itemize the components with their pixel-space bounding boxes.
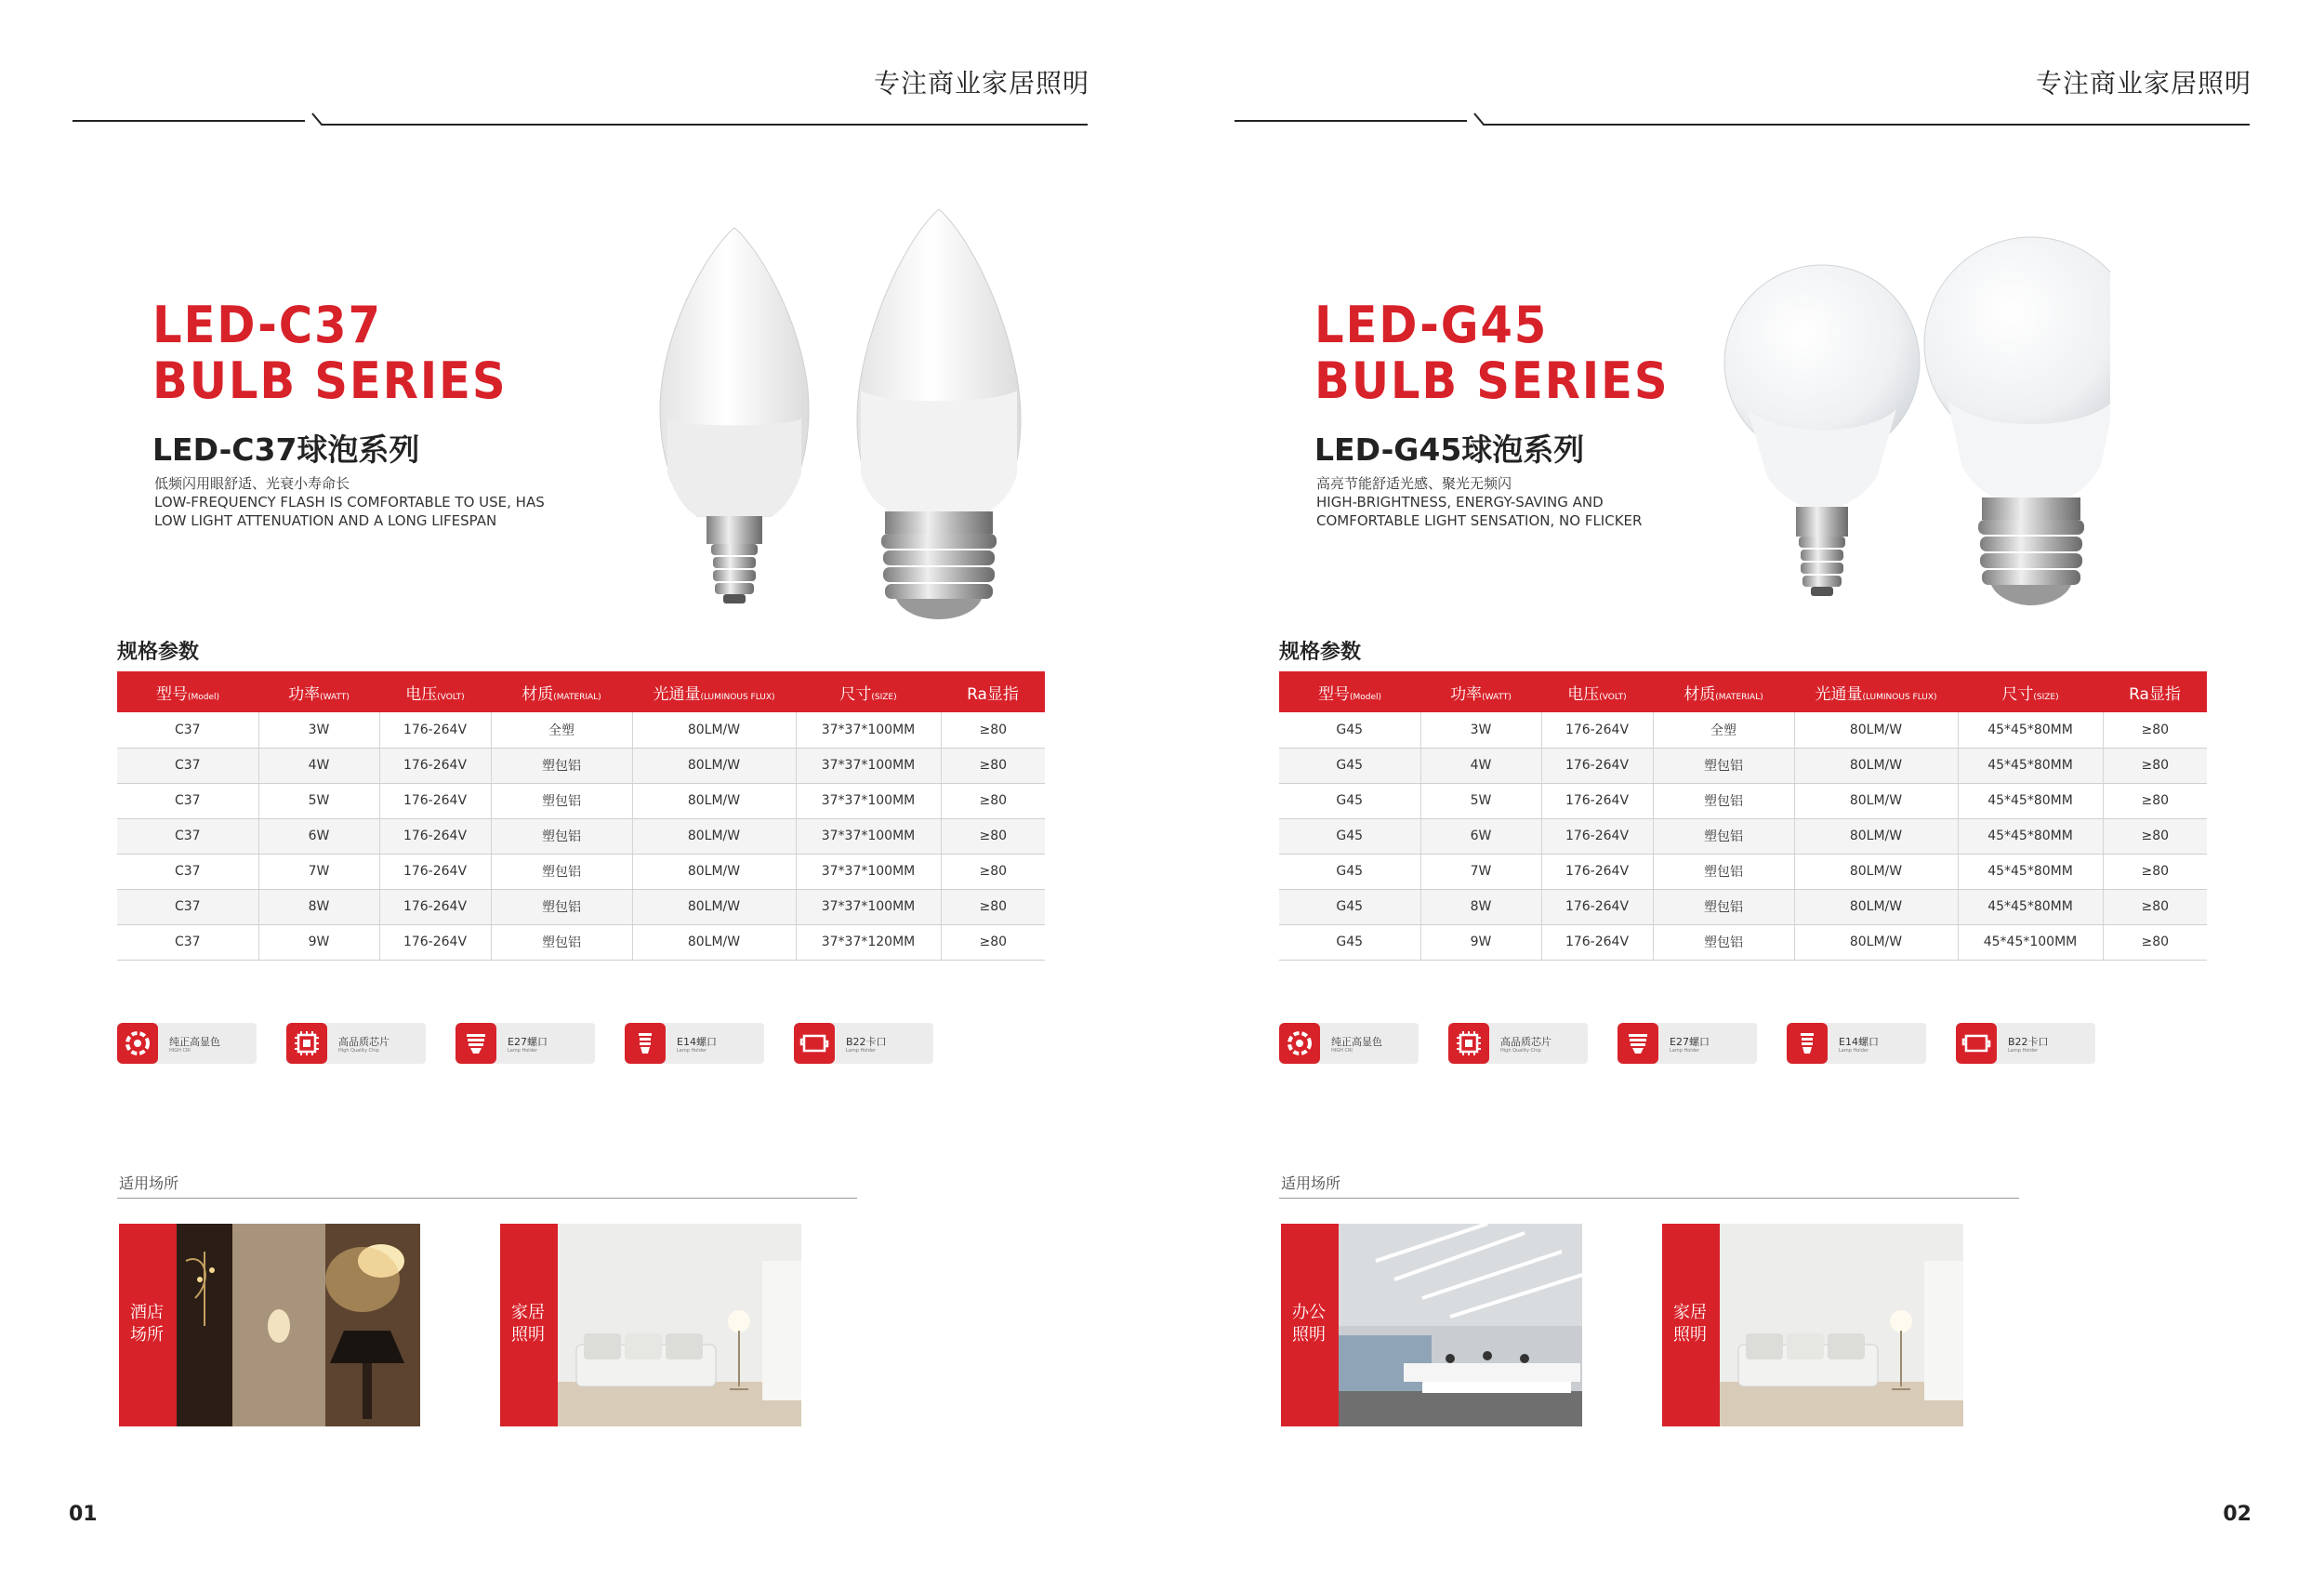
table-cell: 8W xyxy=(258,889,379,924)
table-cell: 8W xyxy=(1420,889,1541,924)
e27-base-icon xyxy=(456,1023,496,1064)
table-cell: 塑包铝 xyxy=(491,783,632,818)
table-cell: 9W xyxy=(1420,924,1541,960)
scene-office xyxy=(1281,1224,1582,1426)
col-header-ra: Ra显指 xyxy=(2103,671,2207,712)
series-subtitle: LED-C37球泡系列 xyxy=(152,431,420,468)
table-cell: 80LM/W xyxy=(632,889,796,924)
table-cell: G45 xyxy=(1279,924,1420,960)
table-row xyxy=(117,854,1045,889)
table-cell: 176-264V xyxy=(379,889,491,924)
office-interior-photo xyxy=(1339,1224,1582,1426)
feature-high-cri: 纯正高显色 HIGH CRI xyxy=(1279,1023,1419,1064)
table-cell: ≥80 xyxy=(2103,924,2207,960)
table-cell: 80LM/W xyxy=(1794,818,1958,854)
table-cell: ≥80 xyxy=(2103,854,2207,889)
description-line: LOW LIGHT ATTENUATION AND A LONG LIFESPAN xyxy=(154,512,497,529)
spec-table-header-row xyxy=(1279,671,2207,712)
table-cell: 6W xyxy=(258,818,379,854)
table-cell: 80LM/W xyxy=(1794,748,1958,783)
table-cell: 全塑 xyxy=(491,712,632,748)
table-cell: 5W xyxy=(258,783,379,818)
description-line: 低频闪用眼舒适、光衰小寿命长 xyxy=(154,475,350,492)
table-cell: G45 xyxy=(1279,712,1420,748)
col-header-ra: Ra显指 xyxy=(941,671,1045,712)
spec-heading: 规格参数 xyxy=(117,641,200,664)
b22-bayonet-icon xyxy=(1956,1023,1997,1064)
header-rule xyxy=(73,112,1088,130)
table-cell: 37*37*100MM xyxy=(796,783,941,818)
col-header-watt: 功率(WATT) xyxy=(258,671,379,712)
application-heading: 适用场所 xyxy=(119,1174,179,1192)
table-cell: C37 xyxy=(117,889,258,924)
table-cell: ≥80 xyxy=(2103,818,2207,854)
table-cell: G45 xyxy=(1279,889,1420,924)
scene-home xyxy=(1662,1224,1963,1426)
table-cell: 176-264V xyxy=(1541,748,1653,783)
feature-quality-chip: 高品质芯片 High Quality Chip xyxy=(1448,1023,1588,1064)
table-cell: 45*45*80MM xyxy=(1958,818,2103,854)
table-cell: 176-264V xyxy=(1541,889,1653,924)
scene-label: 办公 xyxy=(1292,1303,1326,1322)
table-cell: 7W xyxy=(258,854,379,889)
table-cell: C37 xyxy=(117,748,258,783)
table-cell: ≥80 xyxy=(941,854,1045,889)
table-cell: 176-264V xyxy=(379,748,491,783)
table-row xyxy=(117,712,1045,748)
table-row xyxy=(1279,748,2207,783)
table-cell: ≥80 xyxy=(941,889,1045,924)
table-cell: 176-264V xyxy=(1541,783,1653,818)
col-header-size: 尺寸(SIZE) xyxy=(796,671,941,712)
table-cell: 80LM/W xyxy=(1794,712,1958,748)
col-header-luminous-flux: 光通量(LUMINOUS FLUX) xyxy=(632,671,796,712)
series-subtitle: LED-G45球泡系列 xyxy=(1314,431,1585,468)
catalog-page-g45 xyxy=(1162,0,2324,1578)
table-cell: 80LM/W xyxy=(632,924,796,960)
chip-icon xyxy=(1448,1023,1489,1064)
table-cell: 塑包铝 xyxy=(491,889,632,924)
table-row xyxy=(1279,783,2207,818)
spec-table xyxy=(117,671,1045,961)
spec-table-header-row xyxy=(117,671,1045,712)
feature-e14: E14螺口 Lamp Holder xyxy=(625,1023,764,1064)
page-number: 01 xyxy=(69,1503,98,1526)
table-row xyxy=(1279,924,2207,960)
e27-base-icon xyxy=(1618,1023,1658,1064)
feature-quality-chip: 高品质芯片 High Quality Chip xyxy=(286,1023,426,1064)
table-cell: 全塑 xyxy=(1653,712,1794,748)
table-cell: 37*37*100MM xyxy=(796,712,941,748)
table-cell: ≥80 xyxy=(2103,783,2207,818)
feature-high-cri: 纯正高显色 HIGH CRI xyxy=(117,1023,257,1064)
table-row xyxy=(117,818,1045,854)
table-row xyxy=(117,924,1045,960)
scene-label: 酒店 xyxy=(130,1303,164,1322)
feature-b22: B22卡口 Lamp Holder xyxy=(794,1023,933,1064)
col-header-model: 型号(Model) xyxy=(117,671,258,712)
table-cell: 4W xyxy=(258,748,379,783)
scene-label: 家居 xyxy=(511,1303,545,1322)
table-cell: 80LM/W xyxy=(632,783,796,818)
col-header-material: 材质(MATERIAL) xyxy=(491,671,632,712)
description-line: COMFORTABLE LIGHT SENSATION, NO FLICKER xyxy=(1316,512,1643,529)
table-cell: C37 xyxy=(117,854,258,889)
table-cell: 3W xyxy=(1420,712,1541,748)
table-cell: 塑包铝 xyxy=(1653,924,1794,960)
table-cell: 6W xyxy=(1420,818,1541,854)
table-cell: 塑包铝 xyxy=(491,818,632,854)
table-cell: 80LM/W xyxy=(1794,783,1958,818)
table-cell: 80LM/W xyxy=(1794,854,1958,889)
table-cell: 37*37*100MM xyxy=(796,889,941,924)
feature-badges xyxy=(1279,1023,2116,1066)
description-line: LOW-FREQUENCY FLASH IS COMFORTABLE TO USE, HAS xyxy=(154,494,545,511)
col-header-volt: 电压(VOLT) xyxy=(1541,671,1653,712)
table-cell: 37*37*120MM xyxy=(796,924,941,960)
table-cell: 80LM/W xyxy=(632,712,796,748)
table-cell: G45 xyxy=(1279,748,1420,783)
living-room-photo xyxy=(558,1224,801,1426)
table-cell: 塑包铝 xyxy=(1653,889,1794,924)
table-row xyxy=(117,748,1045,783)
table-cell: ≥80 xyxy=(941,818,1045,854)
series-title-line1: LED-G45 xyxy=(1314,296,1549,354)
table-cell: 37*37*100MM xyxy=(796,854,941,889)
scene-hotel xyxy=(119,1224,420,1426)
table-cell: 45*45*100MM xyxy=(1958,924,2103,960)
table-cell: ≥80 xyxy=(2103,748,2207,783)
table-cell: 80LM/W xyxy=(1794,924,1958,960)
table-cell: 4W xyxy=(1420,748,1541,783)
application-heading: 适用场所 xyxy=(1281,1174,1341,1192)
table-cell: ≥80 xyxy=(941,924,1045,960)
header-tagline: 专注商业家居照明 xyxy=(873,68,1089,99)
color-wheel-icon xyxy=(117,1023,158,1064)
table-cell: 45*45*80MM xyxy=(1958,748,2103,783)
col-header-material: 材质(MATERIAL) xyxy=(1653,671,1794,712)
col-header-size: 尺寸(SIZE) xyxy=(1958,671,2103,712)
table-cell: 80LM/W xyxy=(632,748,796,783)
table-cell: C37 xyxy=(117,783,258,818)
table-cell: 45*45*80MM xyxy=(1958,889,2103,924)
c37-bulb-product-image xyxy=(641,195,1032,632)
series-description xyxy=(1316,474,1707,530)
g45-bulb-product-image xyxy=(1720,195,2110,632)
table-cell: ≥80 xyxy=(941,712,1045,748)
table-cell: 176-264V xyxy=(379,712,491,748)
table-cell: 80LM/W xyxy=(1794,889,1958,924)
table-cell: C37 xyxy=(117,712,258,748)
col-header-volt: 电压(VOLT) xyxy=(379,671,491,712)
table-row xyxy=(117,783,1045,818)
spec-heading: 规格参数 xyxy=(1279,641,1362,664)
table-cell: 9W xyxy=(258,924,379,960)
series-title-line2: BULB SERIES xyxy=(152,351,508,410)
table-cell: 176-264V xyxy=(379,783,491,818)
feature-e27: E27螺口 Lamp Holder xyxy=(456,1023,595,1064)
feature-b22: B22卡口 Lamp Holder xyxy=(1956,1023,2095,1064)
series-title-line1: LED-C37 xyxy=(152,296,382,354)
scene-label: 场所 xyxy=(130,1325,164,1345)
table-cell: 塑包铝 xyxy=(1653,748,1794,783)
header-rule xyxy=(1235,112,2250,130)
series-description xyxy=(154,474,545,530)
table-cell: ≥80 xyxy=(941,748,1045,783)
table-cell: 塑包铝 xyxy=(1653,818,1794,854)
page-number: 02 xyxy=(2223,1503,2251,1526)
table-row xyxy=(1279,712,2207,748)
table-row xyxy=(1279,889,2207,924)
series-title-line2: BULB SERIES xyxy=(1314,351,1670,410)
series-title xyxy=(152,298,507,409)
series-title xyxy=(1314,298,1669,409)
table-cell: 176-264V xyxy=(1541,854,1653,889)
table-cell: C37 xyxy=(117,924,258,960)
col-header-luminous-flux: 光通量(LUMINOUS FLUX) xyxy=(1794,671,1958,712)
application-rule xyxy=(1279,1198,2019,1199)
scene-label: 照明 xyxy=(1292,1325,1326,1345)
col-header-model: 型号(Model) xyxy=(1279,671,1420,712)
table-cell: 塑包铝 xyxy=(491,748,632,783)
scene-label: 照明 xyxy=(511,1325,545,1345)
table-cell: G45 xyxy=(1279,783,1420,818)
table-cell: 37*37*100MM xyxy=(796,818,941,854)
scene-home xyxy=(500,1224,801,1426)
feature-e14: E14螺口 Lamp Holder xyxy=(1787,1023,1926,1064)
table-cell: 176-264V xyxy=(379,854,491,889)
table-row xyxy=(117,889,1045,924)
table-cell: ≥80 xyxy=(941,783,1045,818)
hotel-interior-photo xyxy=(177,1224,420,1426)
table-cell: 塑包铝 xyxy=(491,854,632,889)
table-cell: 45*45*80MM xyxy=(1958,712,2103,748)
spec-table xyxy=(1279,671,2207,961)
table-cell: G45 xyxy=(1279,854,1420,889)
table-cell: C37 xyxy=(117,818,258,854)
living-room-photo xyxy=(1720,1224,1963,1426)
table-cell: 176-264V xyxy=(379,924,491,960)
application-rule xyxy=(117,1198,857,1199)
e14-base-icon xyxy=(625,1023,666,1064)
table-row xyxy=(1279,818,2207,854)
scene-label: 家居 xyxy=(1673,1303,1707,1322)
table-cell: 7W xyxy=(1420,854,1541,889)
description-line: HIGH-BRIGHTNESS, ENERGY-SAVING AND xyxy=(1316,494,1604,511)
table-cell: 80LM/W xyxy=(632,818,796,854)
table-cell: 37*37*100MM xyxy=(796,748,941,783)
e14-base-icon xyxy=(1787,1023,1828,1064)
table-cell: 5W xyxy=(1420,783,1541,818)
color-wheel-icon xyxy=(1279,1023,1320,1064)
table-cell: ≥80 xyxy=(2103,889,2207,924)
table-cell: 176-264V xyxy=(379,818,491,854)
feature-badges xyxy=(117,1023,954,1066)
table-cell: 176-264V xyxy=(1541,712,1653,748)
chip-icon xyxy=(286,1023,327,1064)
header-tagline: 专注商业家居照明 xyxy=(2035,68,2251,99)
table-cell: 80LM/W xyxy=(632,854,796,889)
col-header-watt: 功率(WATT) xyxy=(1420,671,1541,712)
b22-bayonet-icon xyxy=(794,1023,835,1064)
scene-label: 照明 xyxy=(1673,1325,1707,1345)
table-cell: 45*45*80MM xyxy=(1958,854,2103,889)
table-cell: 45*45*80MM xyxy=(1958,783,2103,818)
description-line: 高亮节能舒适光感、聚光无频闪 xyxy=(1316,475,1512,492)
table-cell: G45 xyxy=(1279,818,1420,854)
table-cell: 3W xyxy=(258,712,379,748)
table-cell: ≥80 xyxy=(2103,712,2207,748)
table-cell: 塑包铝 xyxy=(1653,854,1794,889)
table-cell: 塑包铝 xyxy=(1653,783,1794,818)
table-row xyxy=(1279,854,2207,889)
table-cell: 176-264V xyxy=(1541,818,1653,854)
table-cell: 176-264V xyxy=(1541,924,1653,960)
table-cell: 塑包铝 xyxy=(491,924,632,960)
feature-e27: E27螺口 Lamp Holder xyxy=(1618,1023,1757,1064)
